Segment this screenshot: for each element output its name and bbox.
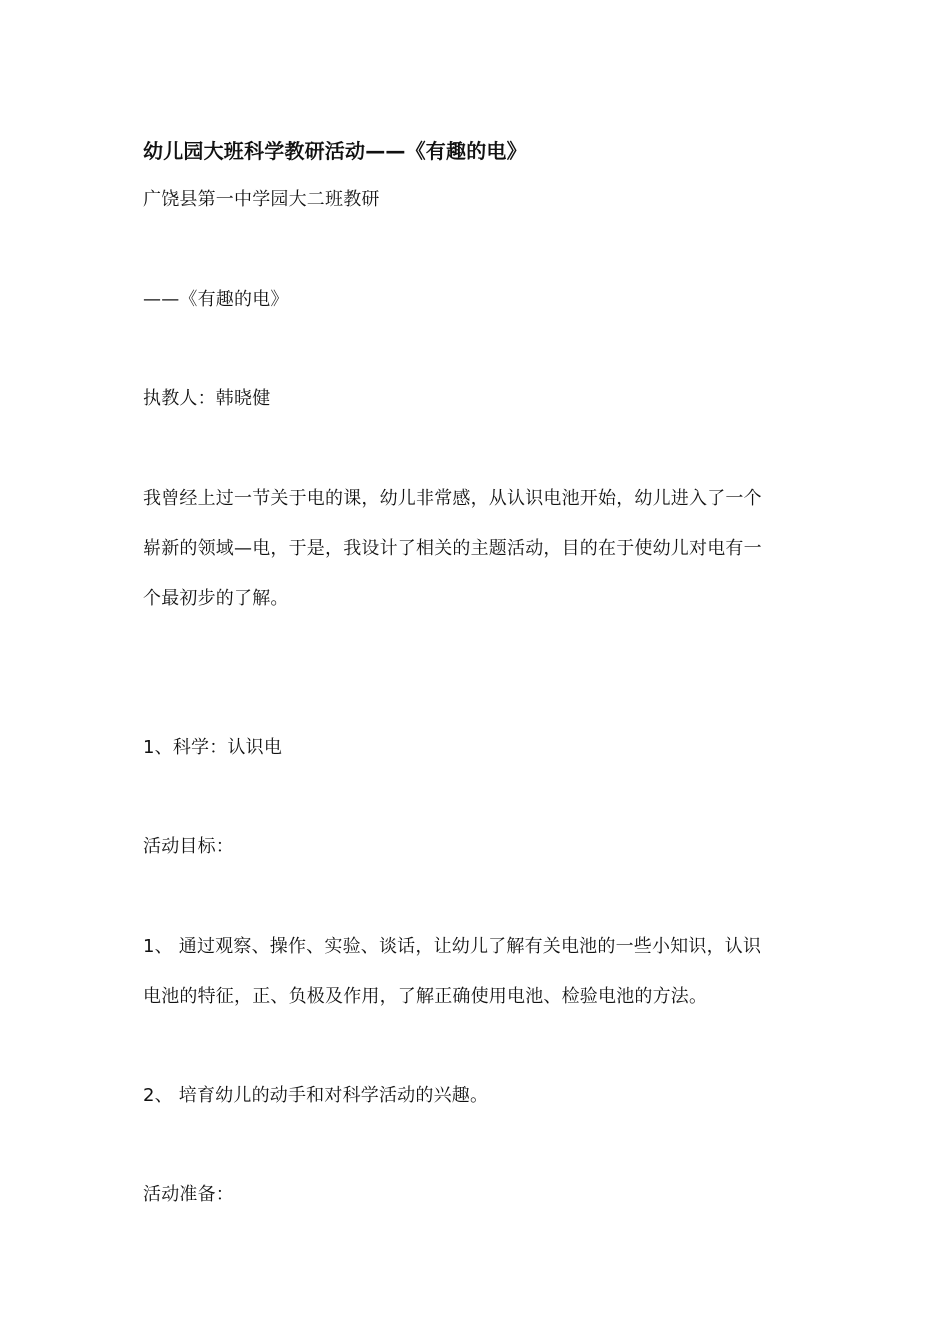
intro-paragraph-line: 崭新的领域—电，于是，我设计了相关的主题活动，目的在于使幼儿对电有一 <box>143 538 762 559</box>
goals-heading: 活动目标： <box>143 836 234 857</box>
section-heading: 1、科学：认识电 <box>143 737 283 758</box>
intro-paragraph-line: 我曾经上过一节关于电的课，幼儿非常感，从认识电池开始，幼儿进入了一个 <box>143 488 762 509</box>
document-title: 幼儿园大班科学教研活动——《有趣的电》 <box>143 139 527 163</box>
goal-2-line: 2、 培育幼儿的动手和对科学活动的兴趣。 <box>143 1085 489 1106</box>
topic-line: ——《有趣的电》 <box>143 289 289 310</box>
preparation-heading: 活动准备： <box>143 1184 234 1205</box>
document-subtitle: 广饶县第一中学园大二班教研 <box>143 189 380 210</box>
intro-paragraph-line: 个最初步的了解。 <box>143 588 289 609</box>
goal-1-line: 1、 通过观察、操作、实验、谈话，让幼儿了解有关电池的一些小知识，认识 <box>143 936 762 957</box>
goal-1-line: 电池的特征，正、负极及作用，了解正确使用电池、检验电池的方法。 <box>143 986 708 1007</box>
teacher-line: 执教人：韩晓健 <box>143 388 271 409</box>
